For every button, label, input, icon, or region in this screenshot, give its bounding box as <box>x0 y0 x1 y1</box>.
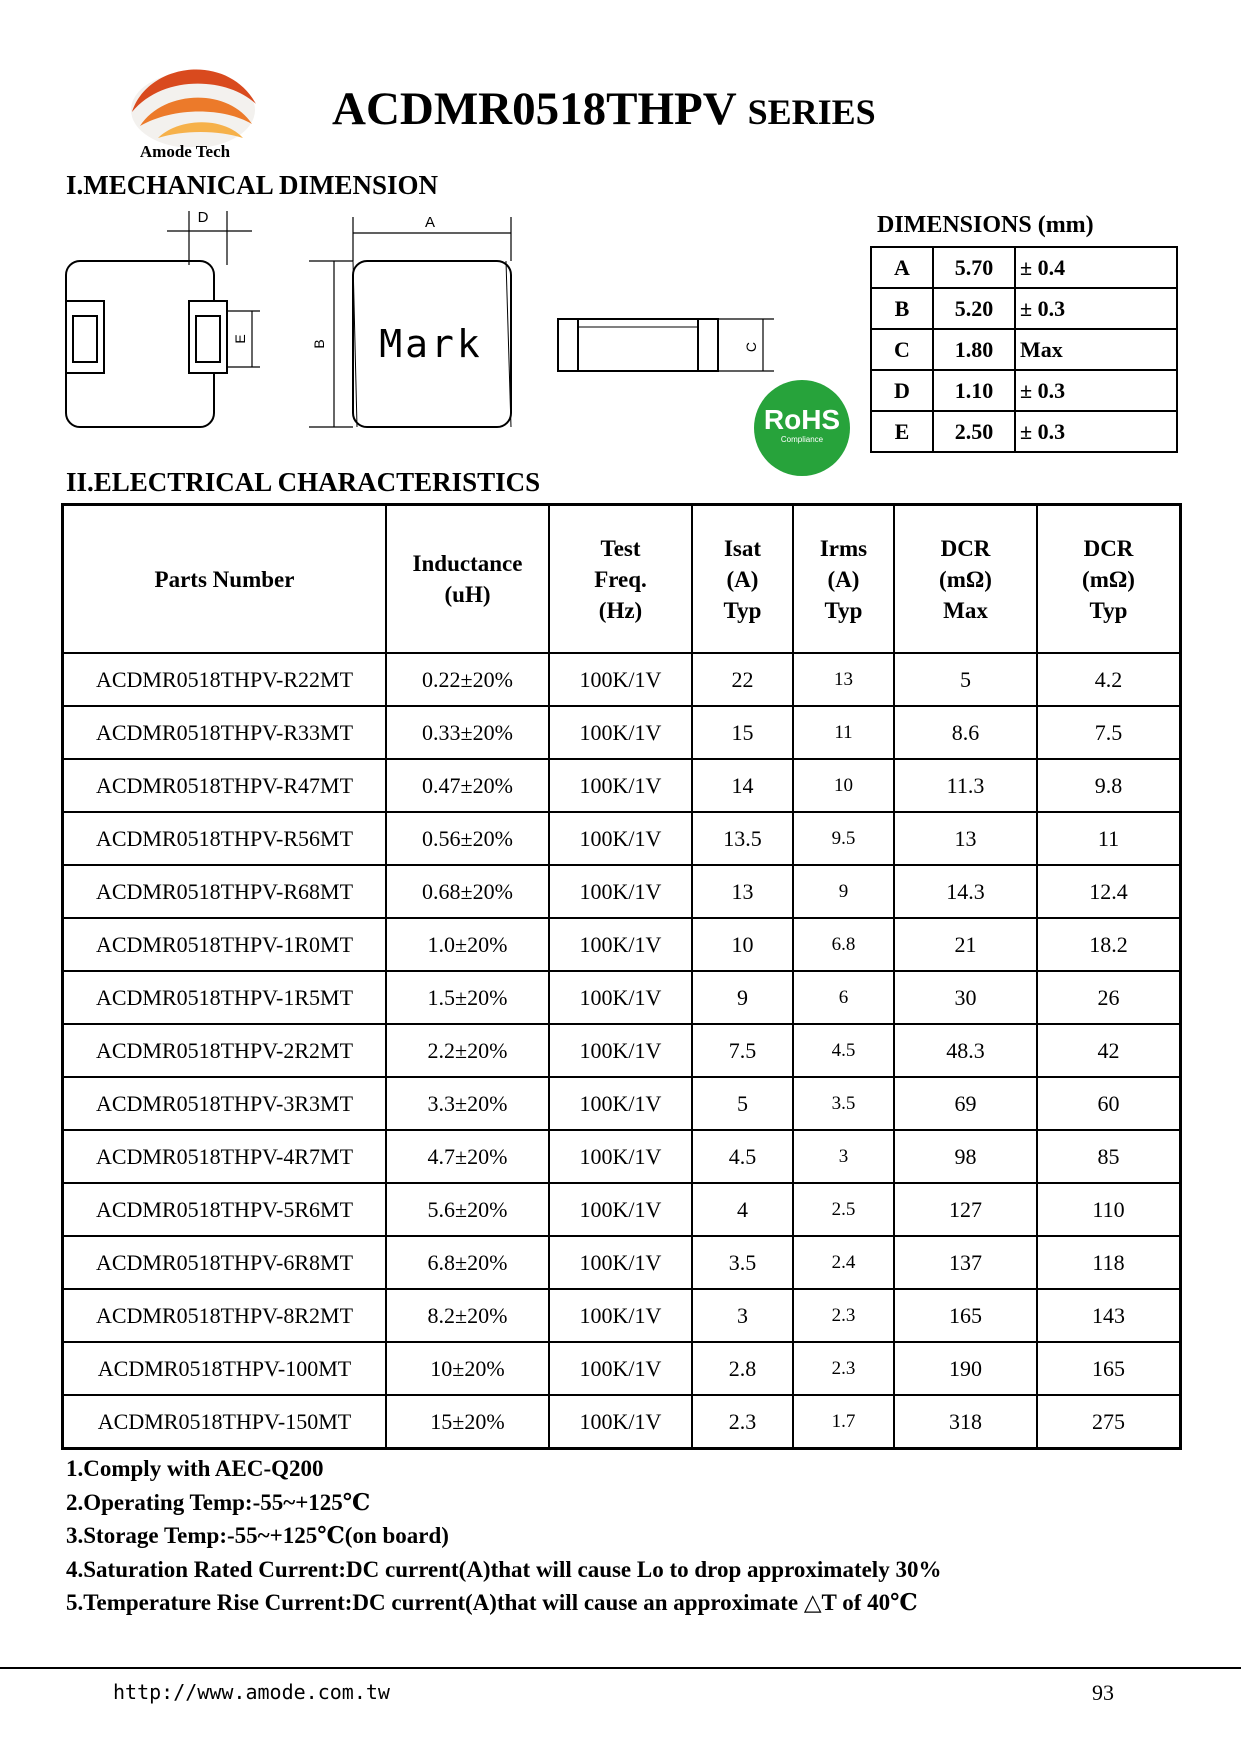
table-cell: 100K/1V <box>549 865 692 918</box>
table-cell: 3 <box>692 1289 793 1342</box>
table-row <box>63 653 1181 706</box>
table-cell: 11 <box>1037 812 1181 865</box>
section-heading-electrical: II.ELECTRICAL CHARACTERISTICS <box>66 467 541 497</box>
dimension-row <box>871 370 1177 411</box>
dimension-row <box>871 288 1177 329</box>
table-cell: ACDMR0518THPV-100MT <box>63 1342 387 1395</box>
footer-url: http://www.amode.com.tw <box>113 1680 390 1704</box>
dimension-tolerance: ± 0.3 <box>1015 370 1177 411</box>
table-cell: 11 <box>793 706 894 759</box>
table-cell: ACDMR0518THPV-8R2MT <box>63 1289 387 1342</box>
table-cell: 5 <box>894 653 1037 706</box>
rohs-sub: Compliance <box>780 435 824 444</box>
table-cell: 2.5 <box>793 1183 894 1236</box>
table-cell: 1.7 <box>793 1395 894 1449</box>
column-header-line: Parts Number <box>154 566 295 592</box>
note-item: 1.Comply with AEC-Q200 <box>66 1456 324 1481</box>
column-header-line: Typ <box>1089 597 1128 623</box>
table-cell: 5.6±20% <box>386 1183 549 1236</box>
table-cell: 100K/1V <box>549 1395 692 1449</box>
table-cell: 4.7±20% <box>386 1130 549 1183</box>
column-header-line: Max <box>943 597 988 623</box>
dimensions-title: DIMENSIONS (mm) <box>877 212 1094 238</box>
electrical-table <box>61 503 1182 1450</box>
page-number: 93 <box>1092 1680 1114 1705</box>
column-header-line: DCR <box>940 535 991 561</box>
mark-text: Mark <box>379 322 483 366</box>
table-cell: 14 <box>692 759 793 812</box>
table-cell: 13 <box>692 865 793 918</box>
table-cell: 165 <box>1037 1342 1181 1395</box>
table-cell: 100K/1V <box>549 1183 692 1236</box>
table-cell: 318 <box>894 1395 1037 1449</box>
side-view <box>558 319 774 371</box>
dimension-tolerance: Max <box>1015 329 1177 370</box>
table-cell: 100K/1V <box>549 918 692 971</box>
dim-label-e: E <box>232 334 248 344</box>
rohs-label: RoHS <box>763 404 841 435</box>
table-cell: 0.68±20% <box>386 865 549 918</box>
table-cell: 9 <box>692 971 793 1024</box>
note-item: 5.Temperature Rise Current:DC current(A)that will cause an approximate △T of 40℃ <box>66 1590 918 1615</box>
dim-label-d: D <box>197 209 209 226</box>
table-cell: 100K/1V <box>549 759 692 812</box>
column-header <box>386 505 549 654</box>
table-cell: 22 <box>692 653 793 706</box>
table-cell: 85 <box>1037 1130 1181 1183</box>
table-cell: 0.47±20% <box>386 759 549 812</box>
table-cell: 100K/1V <box>549 971 692 1024</box>
table-cell: 5 <box>692 1077 793 1130</box>
table-cell: 15 <box>692 706 793 759</box>
column-header-line: Typ <box>824 597 863 623</box>
dim-label-a: A <box>424 214 436 231</box>
table-cell: ACDMR0518THPV-R33MT <box>63 706 387 759</box>
column-header <box>894 505 1037 654</box>
table-cell: 14.3 <box>894 865 1037 918</box>
table-row <box>63 865 1181 918</box>
table-cell: 2.3 <box>692 1395 793 1449</box>
table-cell: ACDMR0518THPV-R68MT <box>63 865 387 918</box>
table-cell: 60 <box>1037 1077 1181 1130</box>
table-cell: 7.5 <box>692 1024 793 1077</box>
table-cell: 42 <box>1037 1024 1181 1077</box>
table-cell: 100K/1V <box>549 653 692 706</box>
dimension-label: B <box>871 288 933 329</box>
table-cell: 127 <box>894 1183 1037 1236</box>
title-suffix: SERIES <box>747 92 876 132</box>
column-header-line: Freq. <box>594 566 647 592</box>
table-cell: 12.4 <box>1037 865 1181 918</box>
column-header-line: Typ <box>723 597 762 623</box>
title-main: ACDMR0518THPV <box>332 83 736 135</box>
table-row <box>63 759 1181 812</box>
table-cell: 10 <box>793 759 894 812</box>
dimension-label: A <box>871 247 933 288</box>
column-header <box>549 505 692 654</box>
dimension-value: 2.50 <box>933 411 1015 452</box>
table-cell: 3.5 <box>793 1077 894 1130</box>
dimension-tolerance: ± 0.3 <box>1015 411 1177 452</box>
note-item: 4.Saturation Rated Current:DC current(A)that will cause Lo to drop approximately 30% <box>66 1556 942 1582</box>
dimensions-table <box>870 246 1178 453</box>
table-cell: ACDMR0518THPV-6R8MT <box>63 1236 387 1289</box>
dim-label-b: B <box>311 339 327 349</box>
dimension-label: C <box>871 329 933 370</box>
table-cell: 21 <box>894 918 1037 971</box>
dimension-label: E <box>871 411 933 452</box>
column-header <box>63 505 387 654</box>
table-cell: 137 <box>894 1236 1037 1289</box>
table-cell: ACDMR0518THPV-R22MT <box>63 653 387 706</box>
column-header-line: Irms <box>819 535 868 561</box>
column-header-line: Isat <box>723 535 762 561</box>
section-heading-mechanical: I.MECHANICAL DIMENSION <box>66 170 439 200</box>
table-cell: 3.5 <box>692 1236 793 1289</box>
table-cell: 2.3 <box>793 1342 894 1395</box>
table-cell: 4.5 <box>692 1130 793 1183</box>
table-cell: 8.2±20% <box>386 1289 549 1342</box>
table-cell: 48.3 <box>894 1024 1037 1077</box>
table-row <box>63 1183 1181 1236</box>
table-cell: 100K/1V <box>549 1236 692 1289</box>
page-title <box>332 82 876 136</box>
dimension-row <box>871 329 1177 370</box>
table-cell: 7.5 <box>1037 706 1181 759</box>
table-row <box>63 1130 1181 1183</box>
table-row <box>63 1342 1181 1395</box>
table-cell: 110 <box>1037 1183 1181 1236</box>
column-header-line: (A) <box>726 566 759 592</box>
table-cell: ACDMR0518THPV-R56MT <box>63 812 387 865</box>
table-cell: 26 <box>1037 971 1181 1024</box>
table-cell: 11.3 <box>894 759 1037 812</box>
note-item: 3.Storage Temp:-55~+125℃(on board) <box>66 1523 449 1548</box>
table-cell: 1.0±20% <box>386 918 549 971</box>
mechanical-drawing <box>62 205 782 445</box>
table-row <box>63 1289 1181 1342</box>
column-header-line: Test <box>600 535 641 561</box>
column-header-line: (Hz) <box>598 597 643 623</box>
table-cell: 18.2 <box>1037 918 1181 971</box>
table-cell: 6 <box>793 971 894 1024</box>
table-cell: 100K/1V <box>549 1289 692 1342</box>
dimension-value: 1.10 <box>933 370 1015 411</box>
table-row <box>63 812 1181 865</box>
table-cell: 100K/1V <box>549 812 692 865</box>
table-cell: 4.2 <box>1037 653 1181 706</box>
table-row <box>63 1024 1181 1077</box>
table-cell: 165 <box>894 1289 1037 1342</box>
column-header <box>1037 505 1181 654</box>
table-cell: 30 <box>894 971 1037 1024</box>
table-cell: 9.5 <box>793 812 894 865</box>
column-header-line: DCR <box>1083 535 1134 561</box>
dimension-value: 5.20 <box>933 288 1015 329</box>
table-cell: ACDMR0518THPV-150MT <box>63 1395 387 1449</box>
table-cell: 0.56±20% <box>386 812 549 865</box>
column-header <box>692 505 793 654</box>
rohs-badge <box>754 380 850 476</box>
table-cell: 13.5 <box>692 812 793 865</box>
table-cell: 6.8±20% <box>386 1236 549 1289</box>
table-cell: 100K/1V <box>549 1130 692 1183</box>
footer-divider <box>0 1667 1241 1669</box>
table-cell: 8.6 <box>894 706 1037 759</box>
notes-list <box>66 1452 941 1620</box>
table-cell: 2.4 <box>793 1236 894 1289</box>
table-cell: 10 <box>692 918 793 971</box>
dimension-value: 1.80 <box>933 329 1015 370</box>
table-cell: 2.8 <box>692 1342 793 1395</box>
table-cell: 118 <box>1037 1236 1181 1289</box>
table-cell: 69 <box>894 1077 1037 1130</box>
dimension-row <box>871 411 1177 452</box>
table-cell: 100K/1V <box>549 706 692 759</box>
table-row <box>63 1077 1181 1130</box>
dim-label-c: C <box>743 341 759 353</box>
table-row <box>63 971 1181 1024</box>
table-cell: 6.8 <box>793 918 894 971</box>
table-cell: ACDMR0518THPV-5R6MT <box>63 1183 387 1236</box>
table-cell: ACDMR0518THPV-4R7MT <box>63 1130 387 1183</box>
dimension-row <box>871 247 1177 288</box>
table-row <box>63 1395 1181 1449</box>
table-cell: 190 <box>894 1342 1037 1395</box>
table-cell: 1.5±20% <box>386 971 549 1024</box>
table-cell: 143 <box>1037 1289 1181 1342</box>
table-cell: 13 <box>894 812 1037 865</box>
dimension-tolerance: ± 0.4 <box>1015 247 1177 288</box>
table-row <box>63 1236 1181 1289</box>
table-cell: 15±20% <box>386 1395 549 1449</box>
table-cell: 275 <box>1037 1395 1181 1449</box>
table-header-row <box>63 505 1181 654</box>
table-cell: 13 <box>793 653 894 706</box>
table-cell: 2.3 <box>793 1289 894 1342</box>
logo-swoosh-icon <box>118 52 268 147</box>
table-cell: 0.33±20% <box>386 706 549 759</box>
table-cell: 4 <box>692 1183 793 1236</box>
table-cell: 0.22±20% <box>386 653 549 706</box>
table-cell: 10±20% <box>386 1342 549 1395</box>
table-cell: ACDMR0518THPV-1R5MT <box>63 971 387 1024</box>
dimension-value: 5.70 <box>933 247 1015 288</box>
table-cell: 9.8 <box>1037 759 1181 812</box>
column-header-line: (uH) <box>444 582 491 607</box>
dimension-tolerance: ± 0.3 <box>1015 288 1177 329</box>
column-header <box>793 505 894 654</box>
table-cell: 100K/1V <box>549 1342 692 1395</box>
note-item: 2.Operating Temp:-55~+125℃ <box>66 1489 371 1515</box>
column-header-line: (mΩ) <box>1082 566 1135 592</box>
dimension-label: D <box>871 370 933 411</box>
table-cell: 9 <box>793 865 894 918</box>
table-cell: 3.3±20% <box>386 1077 549 1130</box>
table-cell: 3 <box>793 1130 894 1183</box>
logo-text: Amode Tech <box>139 142 231 161</box>
table-cell: 100K/1V <box>549 1024 692 1077</box>
column-header-line: (A) <box>827 566 860 592</box>
table-cell: 4.5 <box>793 1024 894 1077</box>
column-header-line: Inductance <box>412 551 523 576</box>
table-row <box>63 706 1181 759</box>
table-cell: ACDMR0518THPV-2R2MT <box>63 1024 387 1077</box>
bottom-view <box>66 211 260 427</box>
table-cell: 98 <box>894 1130 1037 1183</box>
column-header-line: (mΩ) <box>939 566 992 592</box>
table-cell: ACDMR0518THPV-1R0MT <box>63 918 387 971</box>
table-cell: 100K/1V <box>549 1077 692 1130</box>
table-row <box>63 918 1181 971</box>
table-cell: ACDMR0518THPV-R47MT <box>63 759 387 812</box>
table-cell: 2.2±20% <box>386 1024 549 1077</box>
table-cell: ACDMR0518THPV-3R3MT <box>63 1077 387 1130</box>
